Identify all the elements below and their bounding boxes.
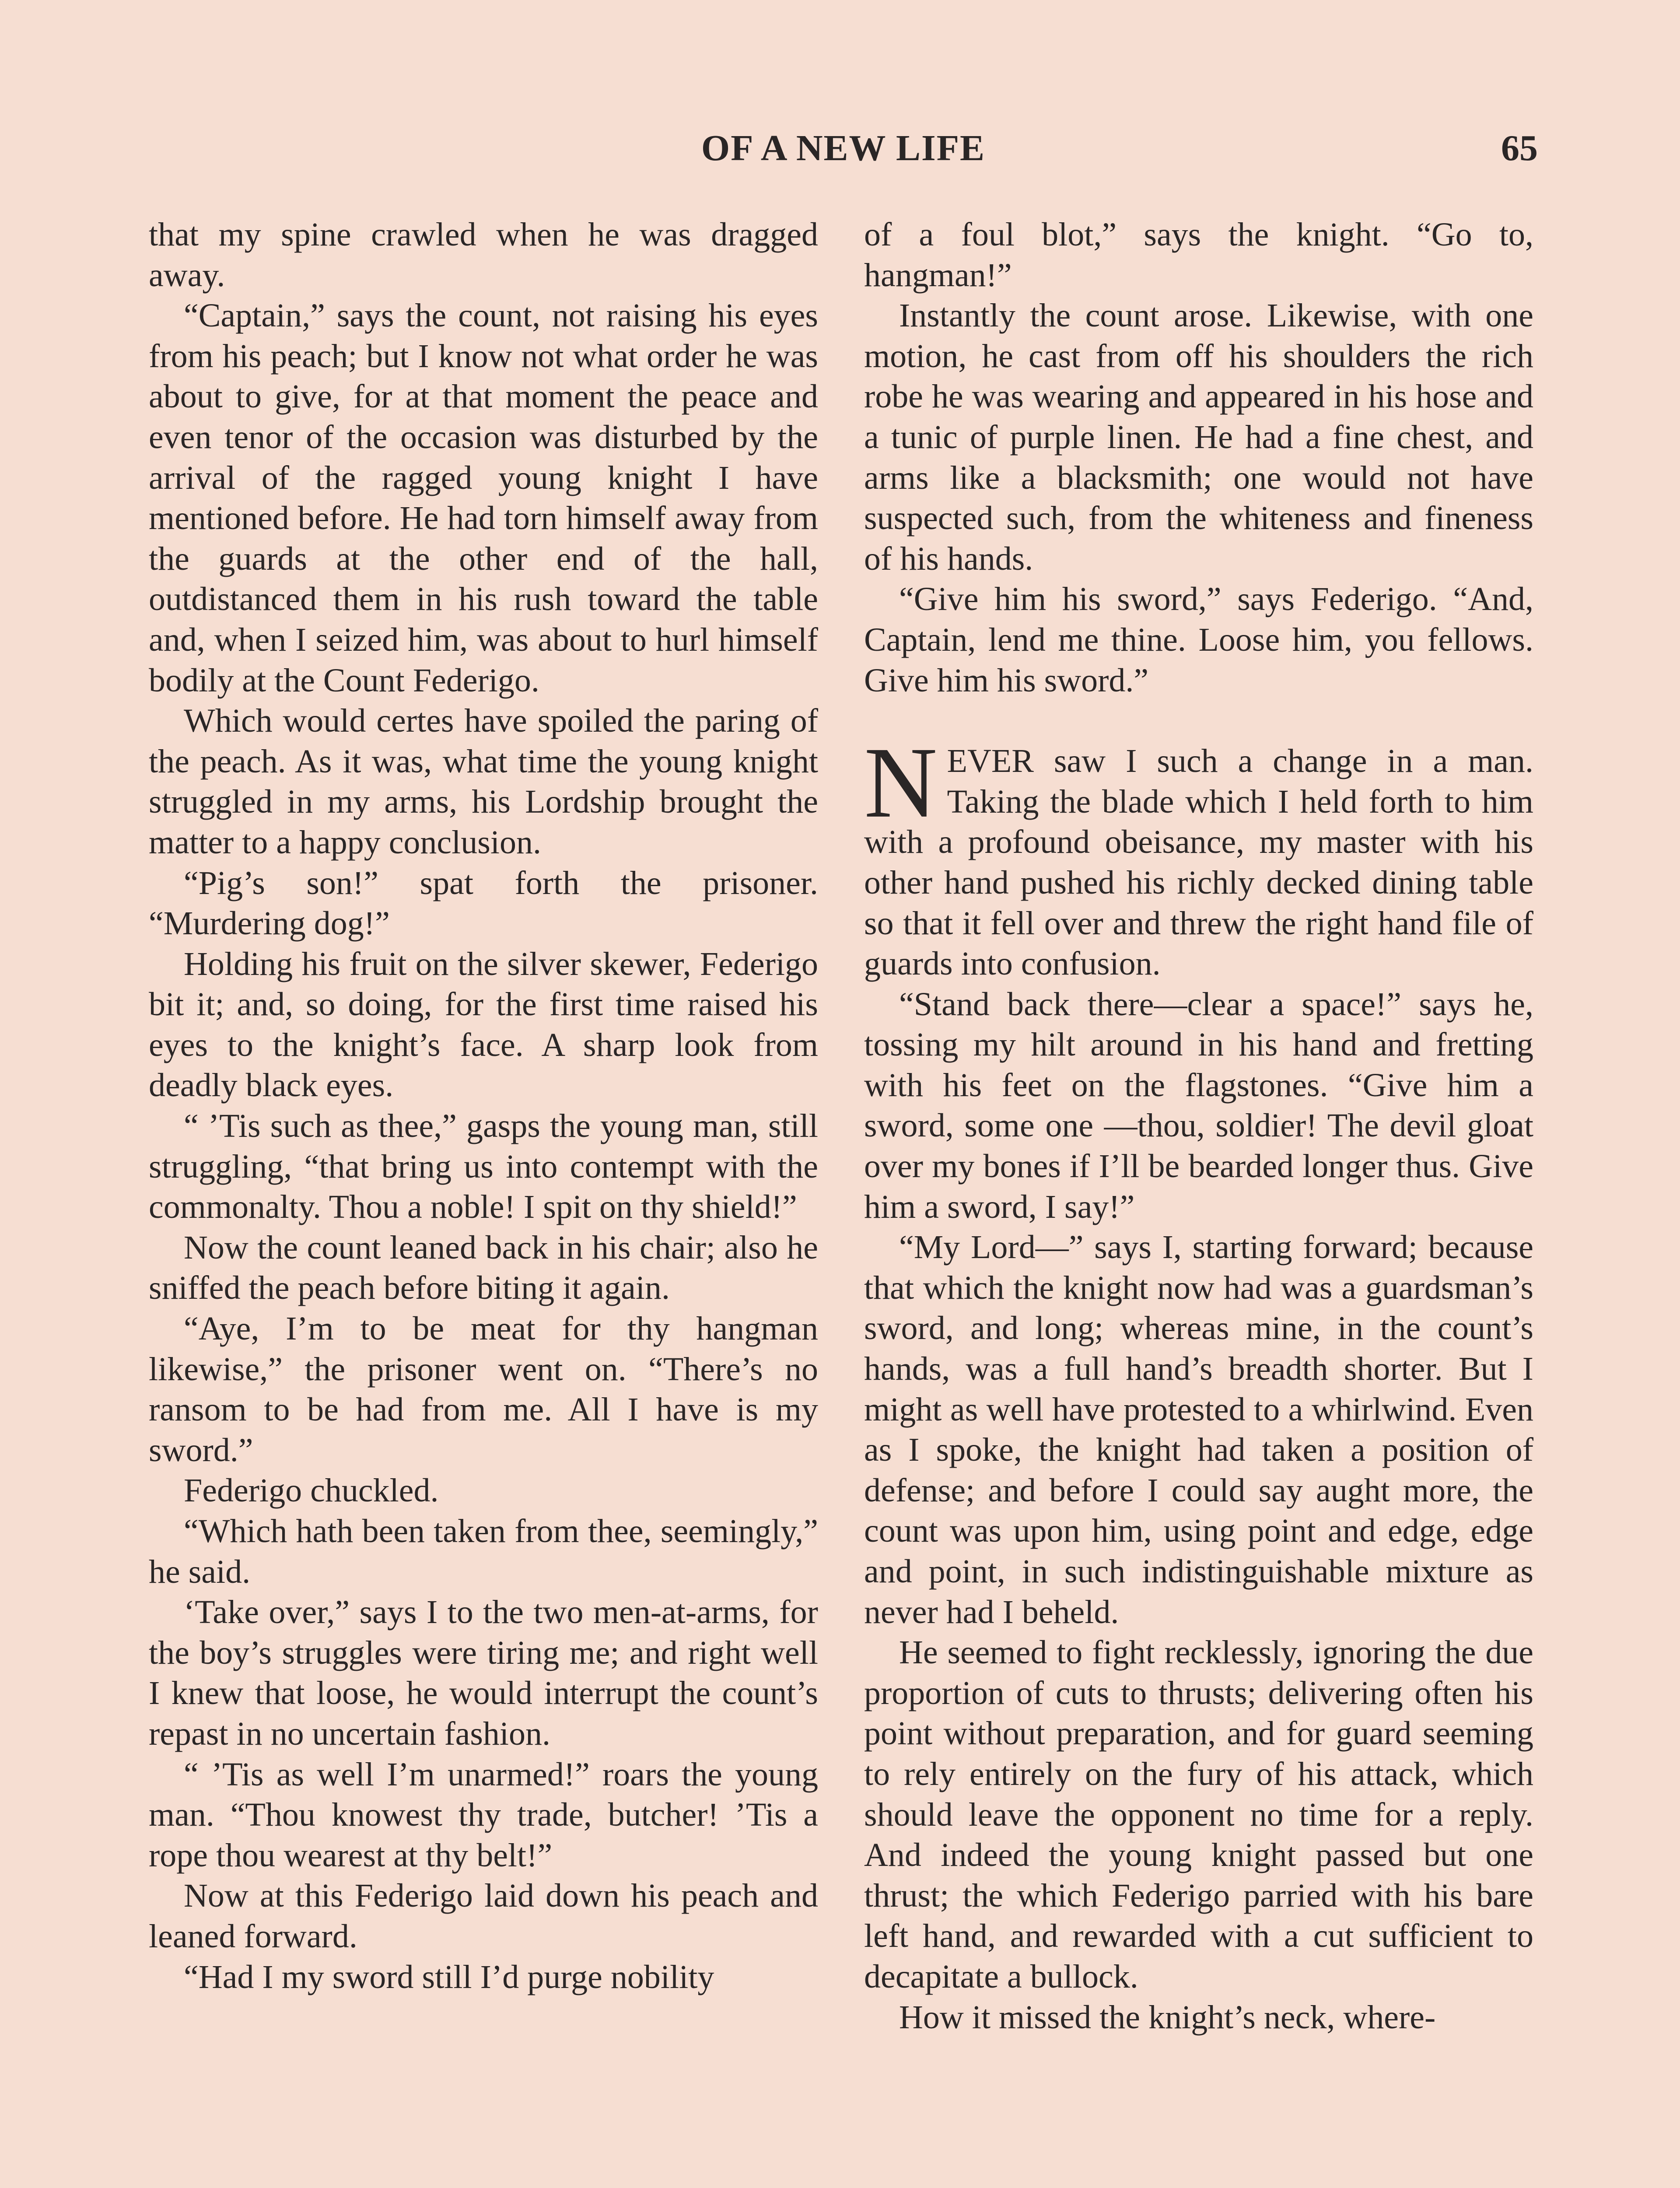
- paragraph: “ ’Tis as well I’m unarmed!” roars the young man. “Thou knowest thy trade, butcher! ’Tis a rope thou wearest at thy belt!”: [149, 1756, 818, 1874]
- paragraph: “Had I my sword still I’d purge nobility: [184, 1958, 714, 1995]
- paragraph: Instantly the count arose. Likewise, with one motion, he cast from off his shoulders the rich robe he was wearing and appeared in his hose and a tunic of purple linen. He had a fine chest, and arms like a blacksmith; one would not have suspected such, from the whiteness and fineness of his hands.: [864, 297, 1533, 577]
- paragraph: that my spine crawled when he was dragged away.: [149, 216, 818, 294]
- paragraph: “Stand back there—clear a space!” says he, tossing my hilt around in his hand and fretting with his feet on the flagstones. “Give him a sword, some one —thou, soldier! The devil gloat over my bones if I’ll be bearded longer thus. Give him a sword, I say!”: [864, 985, 1533, 1225]
- paragraph: How it missed the knight’s neck, where-: [899, 1999, 1436, 2036]
- paragraph: Which would certes have spoiled the paring of the peach. As it was, what time the young knight struggled in my arms, his Lordship brought the matter to a happy conclusion.: [149, 702, 818, 861]
- paragraph: ‘Take over,” says I to the two men-at-arms, for the boy’s struggles were tiring me; and right well I knew that loose, he would interrupt the count’s repast in no uncertain fashion.: [149, 1594, 818, 1752]
- paragraph: “Aye, I’m to be meat for thy hangman likewise,” the prisoner went on. “There’s no ransom to be had from me. All I have is my sword.”: [149, 1310, 818, 1469]
- section-opening-paragraph: [864, 726, 1533, 984]
- paragraph: “Which hath been taken from thee, seemingly,” he said.: [149, 1513, 818, 1590]
- right-column: [864, 214, 1533, 2037]
- paragraph: “Give him his sword,” says Federigo. “And, Captain, lend me thine. Loose him, you fellows. Give him his sword.”: [864, 581, 1533, 699]
- drop-cap: N: [864, 726, 938, 839]
- paragraph: Now the count leaned back in his chair; also he sniffed the peach before biting it again.: [149, 1229, 818, 1307]
- section-first-text: EVER saw I such a change in a man. Taking the blade which I held forth to him with a profound obeisance, my master with his other hand pushed his richly decked dining table so that it fell over and threw the right hand file of guards into confusion.: [864, 743, 1533, 982]
- paragraph: “Pig’s son!” spat forth the prisoner. “Murdering dog!”: [149, 864, 818, 942]
- paragraph: “Captain,” says the count, not raising his eyes from his peach; but I know not what order he was about to give, for at that moment the peace and even tenor of the occasion was disturbed by the arrival of the ragged young knight I have mentioned before. He had torn himself away from the guards at the other end of the hall, outdistanced them in his rush toward the table and, when I seized him, was about to hurl himself bodily at the Count Federigo.: [149, 297, 818, 699]
- paragraph: Holding his fruit on the silver skewer, Federigo bit it; and, so doing, for the first time raised his eyes to the knight’s face. A sharp look from deadly black eyes.: [149, 945, 818, 1104]
- running-head: OF A NEW LIFE: [701, 128, 986, 168]
- paragraph: “My Lord—” says I, starting forward; because that which the knight now had was a guardsman’s sword, and long; whereas mine, in the count’s hands, was a full hand’s breadth shorter. But I might as well have protested to a whirlwind. Even as I spoke, the knight had taken a position of defense; and before I could say aught more, the count was upon him, using point and edge, edge and point, in such indistinguishable mixture as never had I beheld.: [864, 1229, 1533, 1630]
- left-column: [149, 214, 818, 1997]
- page-header: [149, 127, 1538, 175]
- paragraph: He seemed to fight recklessly, ignoring the due proportion of cuts to thrusts; delivering often his point without preparation, and for guard seeming to rely entirely on the fury of his attack, which should leave the opponent no time for a reply. And indeed the young knight passed but one thrust; the which Federigo parried with his bare left hand, and rewarded with a cut sufficient to decapitate a bullock.: [864, 1634, 1533, 1995]
- paragraph: Federigo chuckled.: [184, 1472, 439, 1509]
- paragraph: “ ’Tis such as thee,” gasps the young man, still struggling, “that bring us into contempt with the commonalty. Thou a noble! I spit on thy shield!”: [149, 1108, 818, 1226]
- paragraph: Now at this Federigo laid down his peach and leaned forward.: [149, 1877, 818, 1955]
- page-number: 65: [1501, 128, 1538, 168]
- paragraph: of a foul blot,” says the knight. “Go to, hangman!”: [864, 216, 1533, 294]
